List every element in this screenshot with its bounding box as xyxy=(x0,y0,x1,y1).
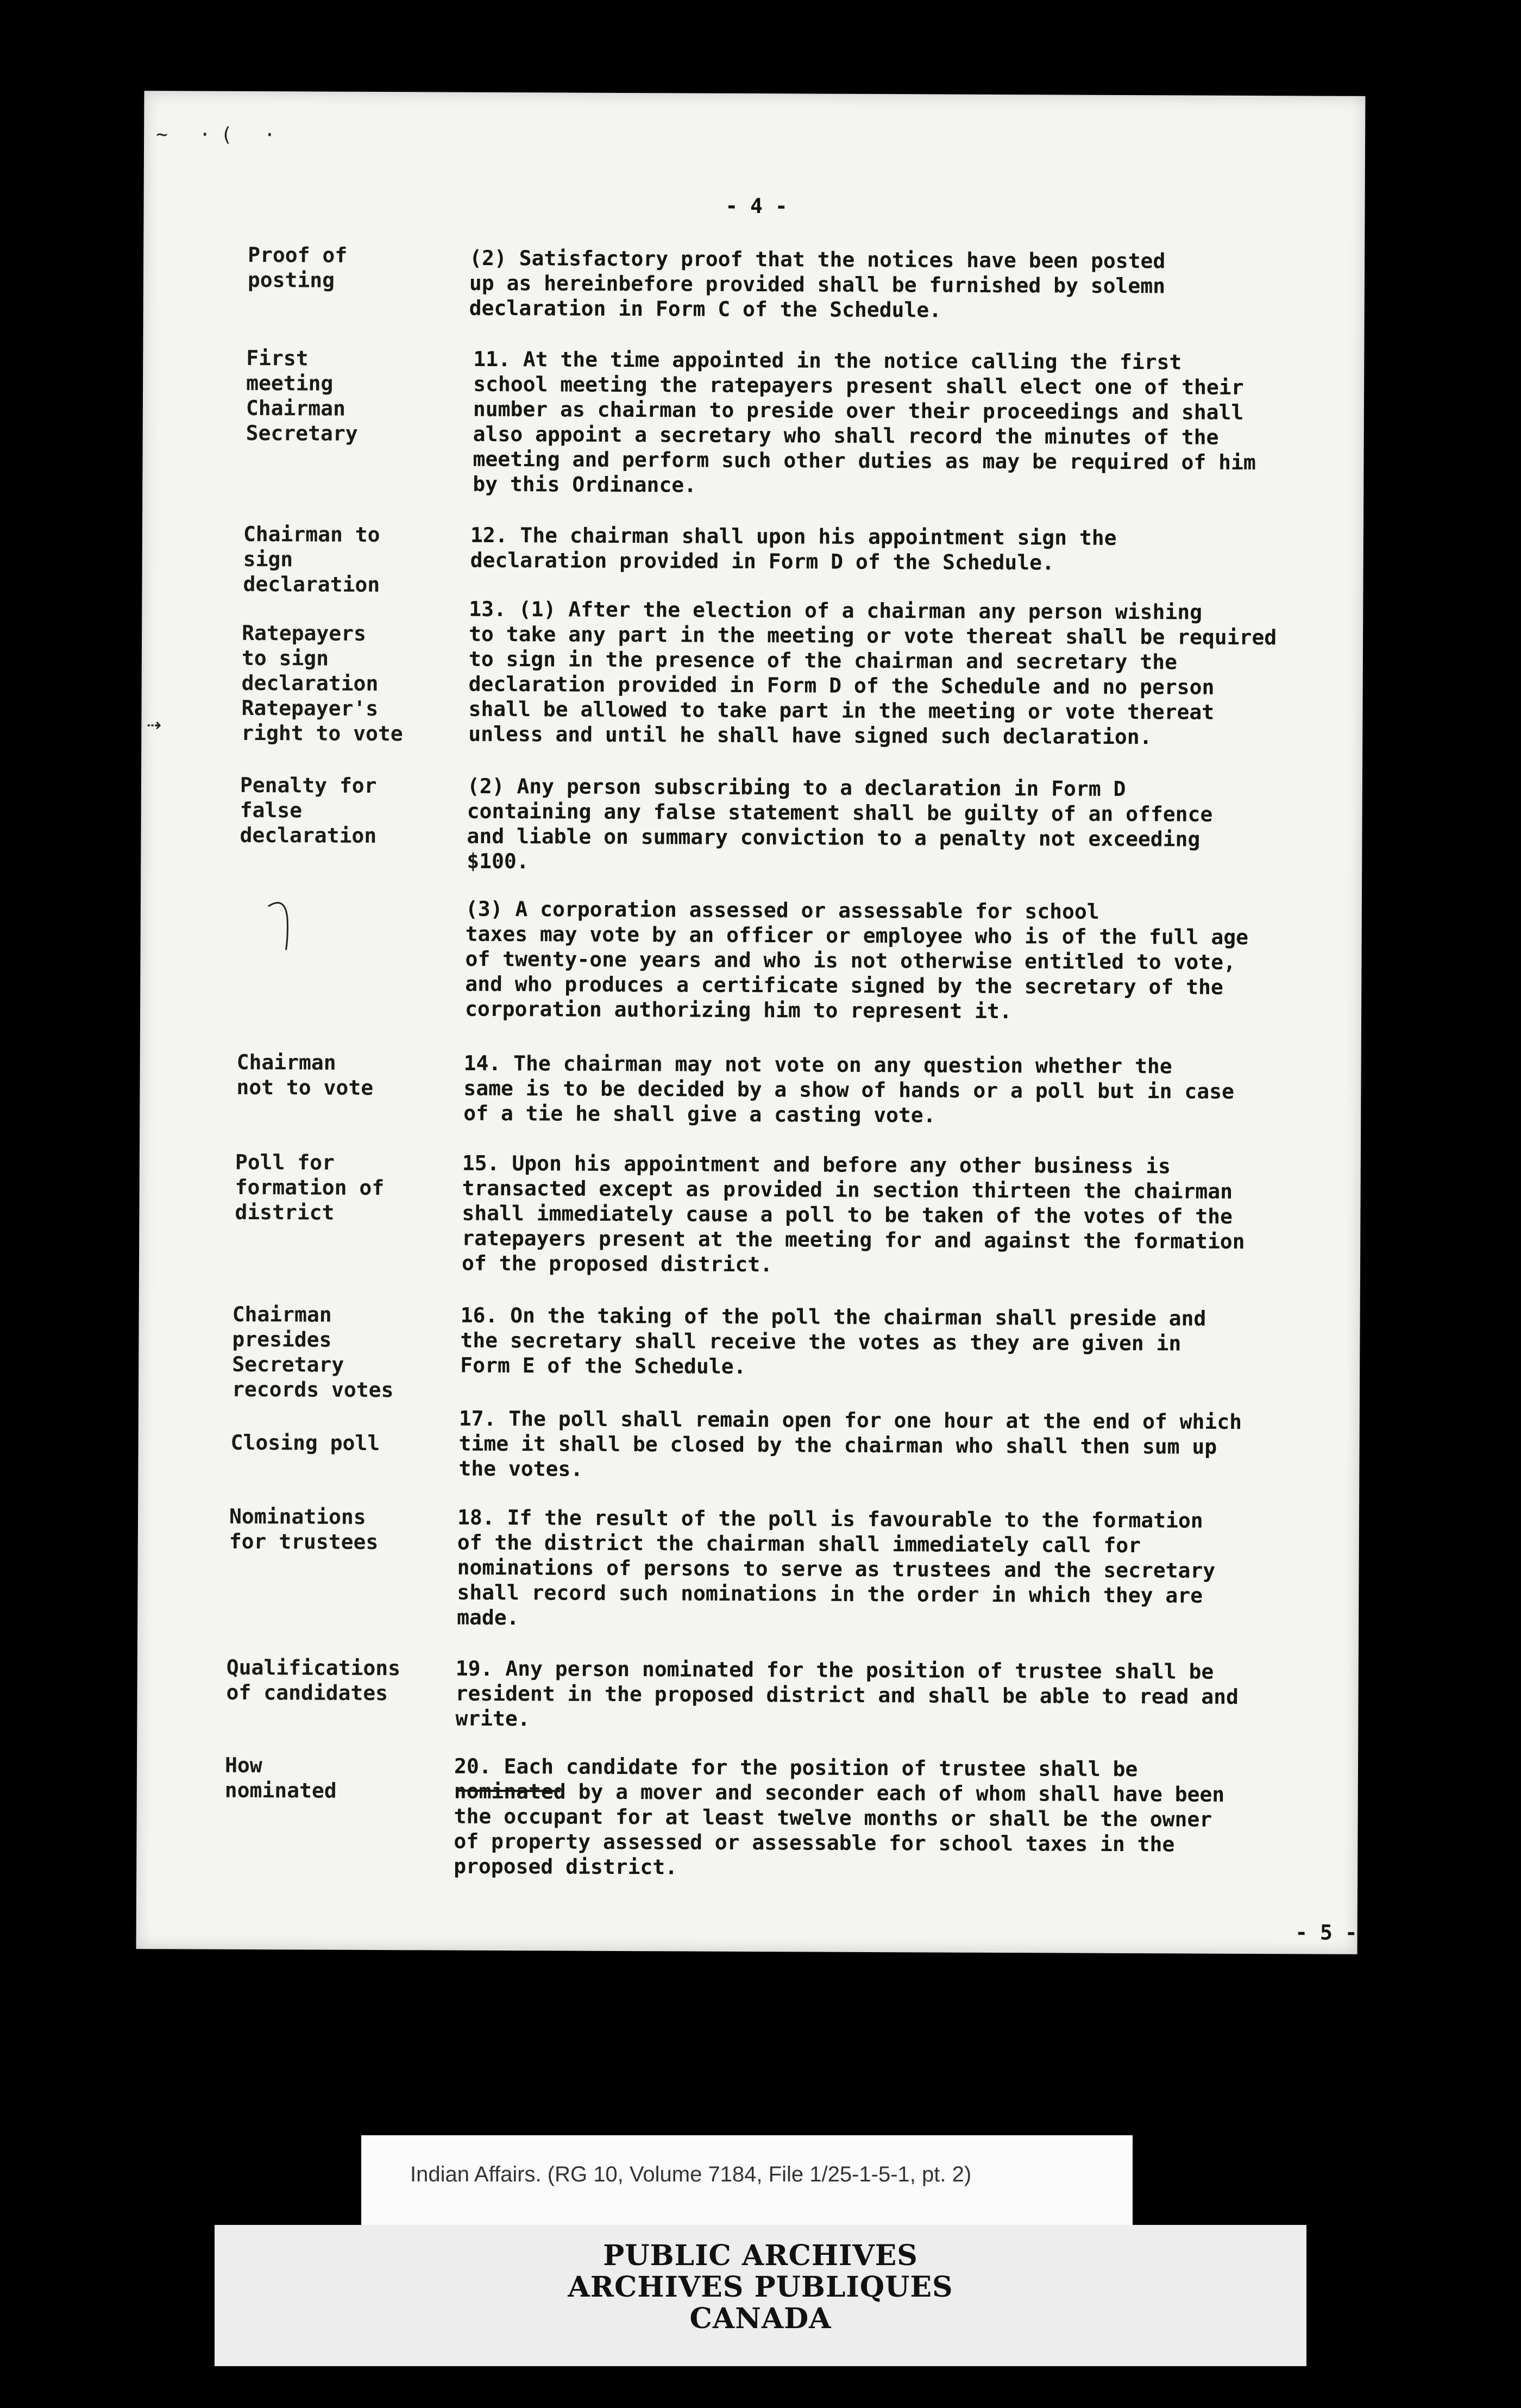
margin-note-proof-of-posting: Proof of posting xyxy=(247,242,348,292)
archive-reference-text: Indian Affairs. (RG 10, Volume 7184, File 1/25-1-5-1, pt. 2) xyxy=(410,2162,972,2186)
paragraph-10-2: (2) Satisfactory proof that the notices have been posted up as hereinbefore provided shall be furnished by solemn declaration in Form C of the Schedule. xyxy=(469,246,1166,322)
paragraph-13-1: 13. (1) After the election of a chairman any person wishing to take any part in the meeting or vote thereat shall be required to sign in the presence of the chairman and secretary the declaration provided in Form D of the Schedule and no person shall be allowed to take part in the meeting or vote thereat unless and until he shall have signed such declaration. xyxy=(468,597,1277,749)
paragraph-17: 17. The poll shall remain open for one hour at the end of which time it shall be closed by the chairman who shall then sum up the votes. xyxy=(458,1406,1242,1481)
margin-note-first-meeting: First meeting Chairman Secretary xyxy=(246,346,358,446)
paragraph-20: 20. Each candidate for the position of trustee shall be nominated by a mover and seconder each of whom shall have been the occupant for at least twelve months or shall be the owner of property assessed or assessable for school taxes in the proposed district. xyxy=(454,1754,1225,1879)
page-number: - 4 - xyxy=(725,193,788,218)
paragraph-16: 16. On the taking of the poll the chairman shall preside and the secretary shall receive the votes as they are given in Form E of the Schedule. xyxy=(460,1303,1206,1378)
document-page xyxy=(136,91,1366,1954)
archive-stamp-line-3: CANADA xyxy=(689,2302,832,2335)
margin-note-nominations: Nominations for trustees xyxy=(229,1504,379,1554)
archive-reference-label xyxy=(361,2135,1133,2238)
paragraph-13-3: (3) A corporation assessed or assessable for school taxes may vote by an officer or employee who is of the full age of twenty-one years and who is not otherwise entitled to vote, and who produces a certificate signed by the secretary of the corporation authorizing him to represent it. xyxy=(465,896,1249,1024)
archive-stamp-line-1: PUBLIC ARCHIVES xyxy=(603,2239,918,2272)
paragraph-18: 18. If the result of the poll is favourable to the formation of the district the chairman shall immediately call for nominations of persons to serve as trustees and the secretary shall record such nominations in the order in which they are made. xyxy=(457,1505,1216,1630)
margin-note-poll-formation: Poll for formation of district xyxy=(235,1150,385,1225)
paragraph-13-2: (2) Any person subscribing to a declaration in Form D containing any false statement shall be guilty of an offence and liable on summary conviction to a penalty not exceeding $100. xyxy=(467,774,1213,874)
margin-note-qualifications: Qualifications of candidates xyxy=(226,1655,401,1705)
handwritten-arrow-mark: ⇢ xyxy=(147,710,161,738)
archive-stamp-line-2: ARCHIVES PUBLIQUES xyxy=(568,2271,953,2304)
paragraph-19: 19. Any person nominated for the position of trustee shall be resident in the proposed district and shall be able to read and write. xyxy=(455,1656,1239,1731)
ink-smudge: ~ ·( · xyxy=(156,123,286,147)
margin-note-how-nominated: How nominated xyxy=(224,1753,337,1803)
margin-note-closing-poll: Closing poll xyxy=(230,1430,380,1456)
paragraph-12: 12. The chairman shall upon his appointment sign the declaration provided in Form D of the Schedule. xyxy=(470,523,1117,575)
paragraph-11: 11. At the time appointed in the notice calling the first school meeting the ratepayers present shall elect one of their number as chairman to preside over their proceedings and shall also appoint a secretary who shall record the minutes of the meeting and perform such other duties as may be required of him by this Ordinance. xyxy=(473,347,1256,497)
paragraph-14: 14. The chairman may not vote on any question whether the same is to be decided by a show of hands or a poll but in case of a tie he shall give a casting vote. xyxy=(463,1051,1234,1127)
margin-note-ratepayers-sign: Ratepayers to sign declaration Ratepayer's right to vote xyxy=(241,620,403,746)
margin-note-penalty: Penalty for false declaration xyxy=(240,773,377,848)
margin-note-chairman-presides: Chairman presides Secretary records votes xyxy=(231,1302,394,1402)
next-page-indicator: - 5 - xyxy=(1295,1920,1357,1945)
handwritten-curve-mark xyxy=(266,895,298,955)
paragraph-15: 15. Upon his appointment and before any other business is transacted except as provided in section thirteen the chairman shall immediately cause a poll to be taken of the votes of the ratepayers present at the meeting for and against the formation of the proposed district. xyxy=(461,1151,1245,1277)
margin-note-chairman-not-vote: Chairman not to vote xyxy=(236,1050,374,1100)
archive-stamp xyxy=(215,2225,1306,2366)
margin-note-chairman-sign: Chairman to sign declaration xyxy=(243,522,380,597)
